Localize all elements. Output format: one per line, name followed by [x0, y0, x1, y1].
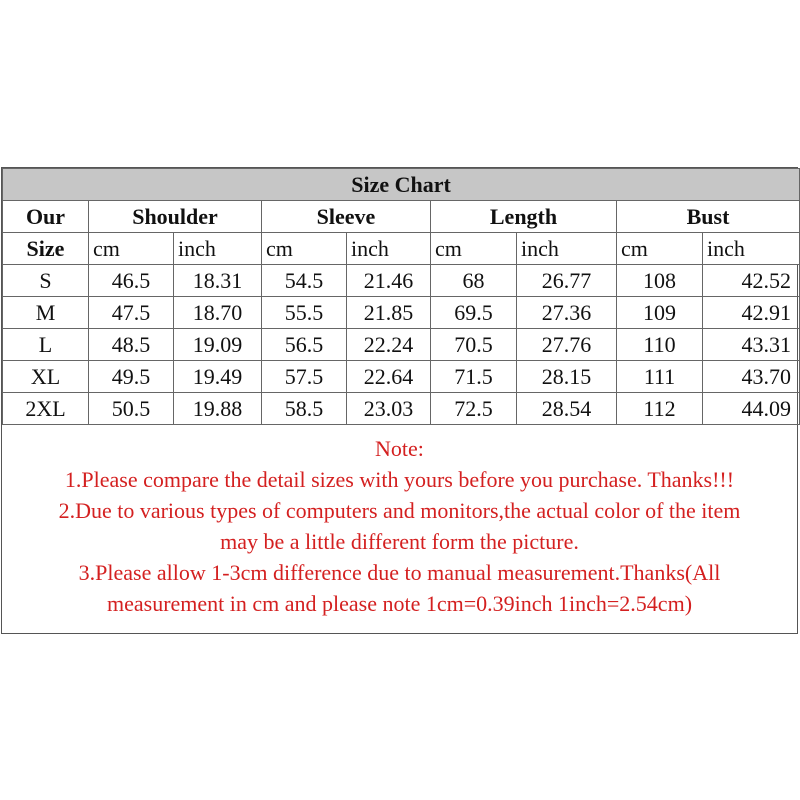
unit-cm-header: cm — [431, 233, 517, 265]
length-cm-cell: 72.5 — [431, 393, 517, 425]
chart-title: Size Chart — [3, 169, 800, 201]
shoulder-inch-cell: 19.49 — [174, 361, 262, 393]
sleeve-cm-cell: 57.5 — [262, 361, 347, 393]
bust-cm-cell: 109 — [617, 297, 703, 329]
sleeve-inch-cell: 22.24 — [347, 329, 431, 361]
sleeve-cm-cell: 58.5 — [262, 393, 347, 425]
our-size-header-line1: Our — [3, 201, 89, 233]
unit-cm-header: cm — [262, 233, 347, 265]
length-cm-cell: 69.5 — [431, 297, 517, 329]
length-cm-cell: 71.5 — [431, 361, 517, 393]
unit-inch-header: inch — [517, 233, 617, 265]
size-chart — [1, 167, 798, 634]
notes-section — [2, 425, 797, 619]
size-label: M — [3, 297, 89, 329]
unit-cm-header: cm — [89, 233, 174, 265]
sleeve-cm-cell: 55.5 — [262, 297, 347, 329]
length-cm-cell: 70.5 — [431, 329, 517, 361]
title-row — [3, 169, 800, 201]
shoulder-cm-cell: 49.5 — [89, 361, 174, 393]
table-row — [3, 297, 800, 329]
table-row — [3, 329, 800, 361]
bust-inch-cell: 44.09 — [703, 393, 800, 425]
bust-inch-cell: 43.31 — [703, 329, 800, 361]
shoulder-cm-cell: 47.5 — [89, 297, 174, 329]
table-row — [3, 393, 800, 425]
length-cm-cell: 68 — [431, 265, 517, 297]
length-inch-cell: 27.76 — [517, 329, 617, 361]
sleeve-cm-cell: 56.5 — [262, 329, 347, 361]
length-inch-cell: 28.54 — [517, 393, 617, 425]
note-line-1: 1.Please compare the detail sizes with yours before you purchase. Thanks!!! — [64, 467, 735, 492]
shoulder-cm-cell: 48.5 — [89, 329, 174, 361]
shoulder-inch-cell: 18.70 — [174, 297, 262, 329]
length-inch-cell: 28.15 — [517, 361, 617, 393]
table-row — [3, 361, 800, 393]
sleeve-inch-cell: 21.85 — [347, 297, 431, 329]
bust-cm-cell: 110 — [617, 329, 703, 361]
bust-inch-cell: 42.52 — [703, 265, 800, 297]
length-header: Length — [431, 201, 617, 233]
size-label: XL — [3, 361, 89, 393]
shoulder-cm-cell: 46.5 — [89, 265, 174, 297]
header-row-units — [3, 233, 800, 265]
bust-inch-cell: 43.70 — [703, 361, 800, 393]
size-table — [2, 168, 800, 425]
sleeve-cm-cell: 54.5 — [262, 265, 347, 297]
bust-cm-cell: 111 — [617, 361, 703, 393]
bust-cm-cell: 112 — [617, 393, 703, 425]
length-inch-cell: 27.36 — [517, 297, 617, 329]
note-line-3a: 3.Please allow 1-3cm difference due to manual measurement.Thanks(All — [78, 560, 721, 585]
our-size-header-line2: Size — [3, 233, 89, 265]
sleeve-inch-cell: 23.03 — [347, 393, 431, 425]
note-line-2b: may be a little different form the picture. — [220, 529, 579, 554]
sleeve-inch-cell: 22.64 — [347, 361, 431, 393]
sleeve-inch-cell: 21.46 — [347, 265, 431, 297]
size-label: L — [3, 329, 89, 361]
bust-inch-cell: 42.91 — [703, 297, 800, 329]
length-inch-cell: 26.77 — [517, 265, 617, 297]
shoulder-cm-cell: 50.5 — [89, 393, 174, 425]
table-row — [3, 265, 800, 297]
shoulder-inch-cell: 18.31 — [174, 265, 262, 297]
unit-inch-header: inch — [174, 233, 262, 265]
unit-inch-header: inch — [347, 233, 431, 265]
unit-cm-header: cm — [617, 233, 703, 265]
shoulder-inch-cell: 19.88 — [174, 393, 262, 425]
shoulder-header: Shoulder — [89, 201, 262, 233]
size-label: S — [3, 265, 89, 297]
bust-cm-cell: 108 — [617, 265, 703, 297]
note-line-2a: 2.Due to various types of computers and monitors,the actual color of the item — [58, 498, 741, 523]
shoulder-inch-cell: 19.09 — [174, 329, 262, 361]
note-line-3b: measurement in cm and please note 1cm=0.39inch 1inch=2.54cm) — [106, 591, 693, 616]
size-label: 2XL — [3, 393, 89, 425]
unit-inch-header: inch — [703, 233, 800, 265]
bust-header: Bust — [617, 201, 800, 233]
sleeve-header: Sleeve — [262, 201, 431, 233]
note-heading: Note: — [375, 436, 424, 461]
header-row-groups — [3, 201, 800, 233]
